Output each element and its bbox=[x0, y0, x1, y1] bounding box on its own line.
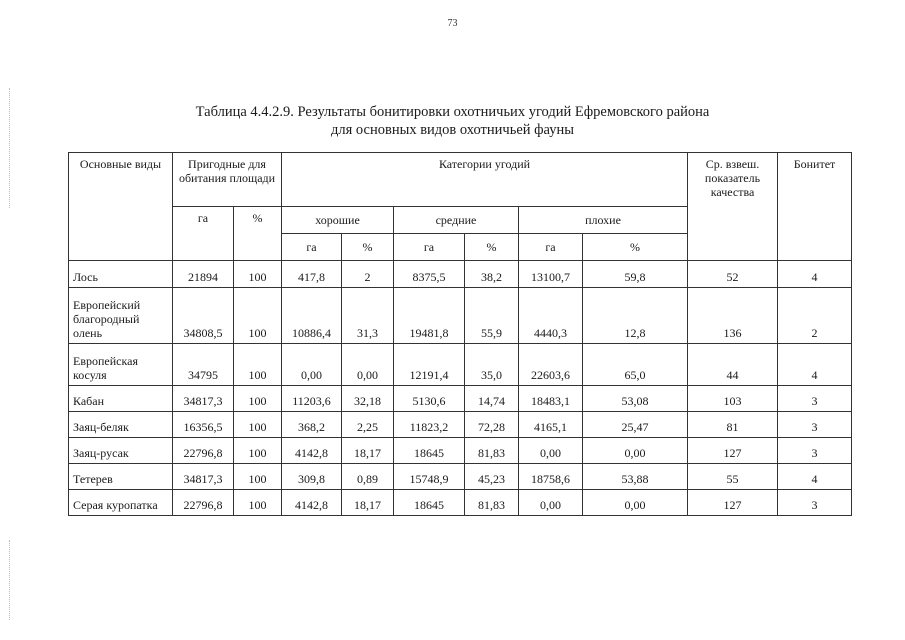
cell-med-pct: 81,83 bbox=[465, 490, 519, 516]
header-poor-ha: га bbox=[519, 234, 583, 261]
cell-poor-pct: 65,0 bbox=[583, 344, 688, 386]
cell-area: 22796,8 bbox=[173, 438, 234, 464]
cell-poor-ha: 0,00 bbox=[519, 438, 583, 464]
header-area-pct: % bbox=[234, 207, 282, 261]
cell-poor-ha: 13100,7 bbox=[519, 261, 583, 288]
cell-good-pct: 0,00 bbox=[342, 344, 394, 386]
cell-area: 34817,3 bbox=[173, 464, 234, 490]
cell-poor-pct: 53,08 bbox=[583, 386, 688, 412]
cell-med-pct: 35,0 bbox=[465, 344, 519, 386]
cell-index: 127 bbox=[688, 438, 778, 464]
table-row bbox=[69, 386, 852, 412]
cell-good-pct: 2,25 bbox=[342, 412, 394, 438]
cell-area: 34808,5 bbox=[173, 288, 234, 344]
table-body bbox=[69, 261, 852, 516]
cell-good-ha: 4142,8 bbox=[282, 490, 342, 516]
header-poor-pct: % bbox=[583, 234, 688, 261]
cell-good-ha: 4142,8 bbox=[282, 438, 342, 464]
cell-area-pct: 100 bbox=[234, 344, 282, 386]
cell-poor-ha: 18483,1 bbox=[519, 386, 583, 412]
cell-bonitet: 3 bbox=[778, 412, 852, 438]
cell-good-pct: 18,17 bbox=[342, 438, 394, 464]
cell-index: 127 bbox=[688, 490, 778, 516]
cell-area-pct: 100 bbox=[234, 412, 282, 438]
cell-bonitet: 3 bbox=[778, 490, 852, 516]
cell-index: 55 bbox=[688, 464, 778, 490]
cell-good-ha: 417,8 bbox=[282, 261, 342, 288]
table-row bbox=[69, 490, 852, 516]
cell-med-pct: 45,23 bbox=[465, 464, 519, 490]
cell-good-ha: 309,8 bbox=[282, 464, 342, 490]
cell-bonitet: 4 bbox=[778, 344, 852, 386]
cell-med-ha: 12191,4 bbox=[394, 344, 465, 386]
cell-med-pct: 81,83 bbox=[465, 438, 519, 464]
cell-name: Заяц-русак bbox=[69, 438, 173, 464]
cell-good-pct: 32,18 bbox=[342, 386, 394, 412]
cell-med-pct: 14,74 bbox=[465, 386, 519, 412]
margin-dots-bottom bbox=[9, 540, 11, 620]
cell-poor-pct: 0,00 bbox=[583, 490, 688, 516]
table-row bbox=[69, 261, 852, 288]
cell-poor-ha: 4440,3 bbox=[519, 288, 583, 344]
cell-med-ha: 11823,2 bbox=[394, 412, 465, 438]
cell-med-ha: 5130,6 bbox=[394, 386, 465, 412]
cell-bonitet: 4 bbox=[778, 261, 852, 288]
cell-med-pct: 72,28 bbox=[465, 412, 519, 438]
cell-good-ha: 10886,4 bbox=[282, 288, 342, 344]
cell-poor-pct: 53,88 bbox=[583, 464, 688, 490]
cell-med-ha: 18645 bbox=[394, 490, 465, 516]
header-medium-pct: % bbox=[465, 234, 519, 261]
cell-poor-pct: 0,00 bbox=[583, 438, 688, 464]
cell-med-ha: 19481,8 bbox=[394, 288, 465, 344]
cell-name: Лось bbox=[69, 261, 173, 288]
cell-area-pct: 100 bbox=[234, 464, 282, 490]
header-good-pct: % bbox=[342, 234, 394, 261]
cell-name: Заяц-беляк bbox=[69, 412, 173, 438]
header-poor: плохие bbox=[519, 207, 688, 234]
cell-good-pct: 18,17 bbox=[342, 490, 394, 516]
header-good: хорошие bbox=[282, 207, 394, 234]
cell-area: 21894 bbox=[173, 261, 234, 288]
cell-med-ha: 15748,9 bbox=[394, 464, 465, 490]
cell-area: 22796,8 bbox=[173, 490, 234, 516]
table-row bbox=[69, 464, 852, 490]
cell-name: Кабан bbox=[69, 386, 173, 412]
table-row bbox=[69, 288, 852, 344]
cell-area-pct: 100 bbox=[234, 288, 282, 344]
cell-good-ha: 0,00 bbox=[282, 344, 342, 386]
header-bonitet: Бонитет bbox=[778, 153, 852, 261]
table-row bbox=[69, 438, 852, 464]
cell-index: 103 bbox=[688, 386, 778, 412]
cell-good-pct: 0,89 bbox=[342, 464, 394, 490]
cell-bonitet: 4 bbox=[778, 464, 852, 490]
cell-med-pct: 55,9 bbox=[465, 288, 519, 344]
table-title bbox=[0, 103, 905, 139]
cell-area: 16356,5 bbox=[173, 412, 234, 438]
cell-good-pct: 2 bbox=[342, 261, 394, 288]
cell-med-ha: 8375,5 bbox=[394, 261, 465, 288]
cell-index: 44 bbox=[688, 344, 778, 386]
cell-name: Серая куропатка bbox=[69, 490, 173, 516]
header-categories: Категории угодий bbox=[282, 153, 688, 207]
header-species: Основные виды bbox=[69, 153, 173, 261]
cell-med-pct: 38,2 bbox=[465, 261, 519, 288]
cell-name: Европейский благородный олень bbox=[69, 288, 173, 344]
cell-poor-pct: 25,47 bbox=[583, 412, 688, 438]
header-good-ha: га bbox=[282, 234, 342, 261]
cell-area: 34795 bbox=[173, 344, 234, 386]
page-number: 73 bbox=[447, 18, 458, 29]
cell-area-pct: 100 bbox=[234, 438, 282, 464]
table-title-line-1: Таблица 4.4.2.9. Результаты бонитировки охотничьих угодий Ефремовского района bbox=[195, 104, 710, 120]
cell-index: 52 bbox=[688, 261, 778, 288]
table-row bbox=[69, 344, 852, 386]
cell-poor-ha: 22603,6 bbox=[519, 344, 583, 386]
cell-index: 81 bbox=[688, 412, 778, 438]
cell-bonitet: 3 bbox=[778, 438, 852, 464]
table-row bbox=[69, 412, 852, 438]
header-avg-index: Ср. взвеш. показатель качества bbox=[688, 153, 778, 261]
cell-poor-pct: 12,8 bbox=[583, 288, 688, 344]
cell-area-pct: 100 bbox=[234, 386, 282, 412]
header-suitable-area: Пригодные для обитания площади bbox=[173, 153, 282, 207]
bonitet-table bbox=[68, 152, 852, 516]
cell-area-pct: 100 bbox=[234, 490, 282, 516]
cell-good-ha: 11203,6 bbox=[282, 386, 342, 412]
cell-name: Тетерев bbox=[69, 464, 173, 490]
header-area-ha: га bbox=[173, 207, 234, 261]
cell-poor-ha: 18758,6 bbox=[519, 464, 583, 490]
cell-bonitet: 3 bbox=[778, 386, 852, 412]
cell-poor-ha: 0,00 bbox=[519, 490, 583, 516]
cell-area: 34817,3 bbox=[173, 386, 234, 412]
header-medium: средние bbox=[394, 207, 519, 234]
cell-bonitet: 2 bbox=[778, 288, 852, 344]
cell-good-pct: 31,3 bbox=[342, 288, 394, 344]
cell-poor-ha: 4165,1 bbox=[519, 412, 583, 438]
cell-med-ha: 18645 bbox=[394, 438, 465, 464]
header-medium-ha: га bbox=[394, 234, 465, 261]
cell-good-ha: 368,2 bbox=[282, 412, 342, 438]
cell-index: 136 bbox=[688, 288, 778, 344]
table-title-line-2: для основных видов охотничьей фауны bbox=[331, 122, 574, 138]
cell-name: Европейская косуля bbox=[69, 344, 173, 386]
cell-area-pct: 100 bbox=[234, 261, 282, 288]
cell-poor-pct: 59,8 bbox=[583, 261, 688, 288]
